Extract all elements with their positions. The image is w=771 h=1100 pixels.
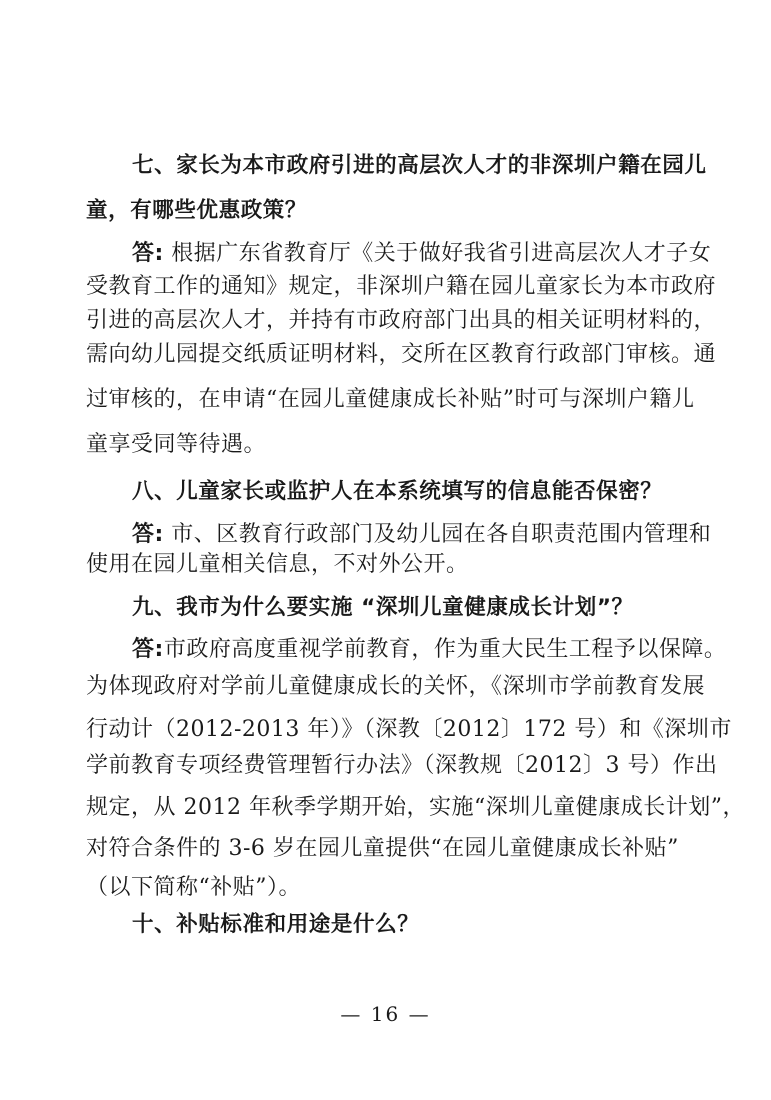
q9-answer-line-1 xyxy=(132,635,727,665)
q7-answer-label: 答: xyxy=(132,241,164,266)
q8-heading: 八、儿童家长或监护人在本系统填写的信息能否保密？ xyxy=(132,479,663,504)
q7-answer-line-1 xyxy=(132,239,712,269)
q9-heading: 九、我市为什么要实施 “深圳儿童健康成长计划”？ xyxy=(132,595,634,620)
q7-heading-line-2: 童，有哪些优惠政策？ xyxy=(86,198,308,223)
q8-answer-line-2: 使用在园儿童相关信息，不对外公开。 xyxy=(86,552,469,577)
q8-answer-label: 答: xyxy=(132,522,164,547)
q9-answer-line-7: （以下简称“补贴”）。 xyxy=(86,875,301,900)
q7-heading-line-1: 七、家长为本市政府引进的高层次人才的非深圳户籍在园儿 xyxy=(132,153,707,178)
q7-answer-line-5: 过审核的，在申请“在园儿童健康成长补贴”时可与深圳户籍儿 xyxy=(86,387,695,412)
q7-answer-line-4: 需向幼儿园提交纸质证明材料，交所在区教育行政部门审核。通 xyxy=(86,342,717,367)
q9-answer-line-4: 学前教育专项经费管理暂行办法》（深教规〔2012〕3 号）作出 xyxy=(86,753,718,778)
q9-answer-line-5: 规定，从 2012 年秋季学期开始，实施“深圳儿童健康成长计划”， xyxy=(86,795,745,820)
q9-answer-line-2: 为体现政府对学前儿童健康成长的关怀，《深圳市学前教育发展 xyxy=(86,674,706,699)
q8-answer-text-1: 市、区教育行政部门及幼儿园在各自职责范围内管理和 xyxy=(163,522,712,547)
q7-answer-line-3: 引进的高层次人才，并持有市政府部门出具的相关证明材料的， xyxy=(86,308,717,333)
q7-answer-text-1: 根据广东省教育厅《关于做好我省引进高层次人才子女 xyxy=(163,241,712,266)
q9-answer-text-1: 市政府高度重视学前教育，作为重大民生工程予以保障。 xyxy=(163,637,727,662)
q9-answer-line-3: 行动计（2012-2013 年）》（深教〔2012〕172 号）和《深圳市 xyxy=(86,717,732,742)
q9-answer-label: 答: xyxy=(132,637,164,662)
q7-answer-line-6: 童享受同等待遇。 xyxy=(86,432,267,457)
q9-answer-line-6: 对符合条件的 3-6 岁在园儿童提供“在园儿童健康成长补贴” xyxy=(86,836,679,861)
q7-answer-line-2: 受教育工作的通知》规定，非深圳户籍在园儿童家长为本市政府 xyxy=(86,274,717,299)
page-number: — 16 — xyxy=(340,1002,431,1026)
q10-heading: 十、补贴标准和用途是什么？ xyxy=(132,912,420,937)
q8-answer-line-1 xyxy=(132,520,712,550)
